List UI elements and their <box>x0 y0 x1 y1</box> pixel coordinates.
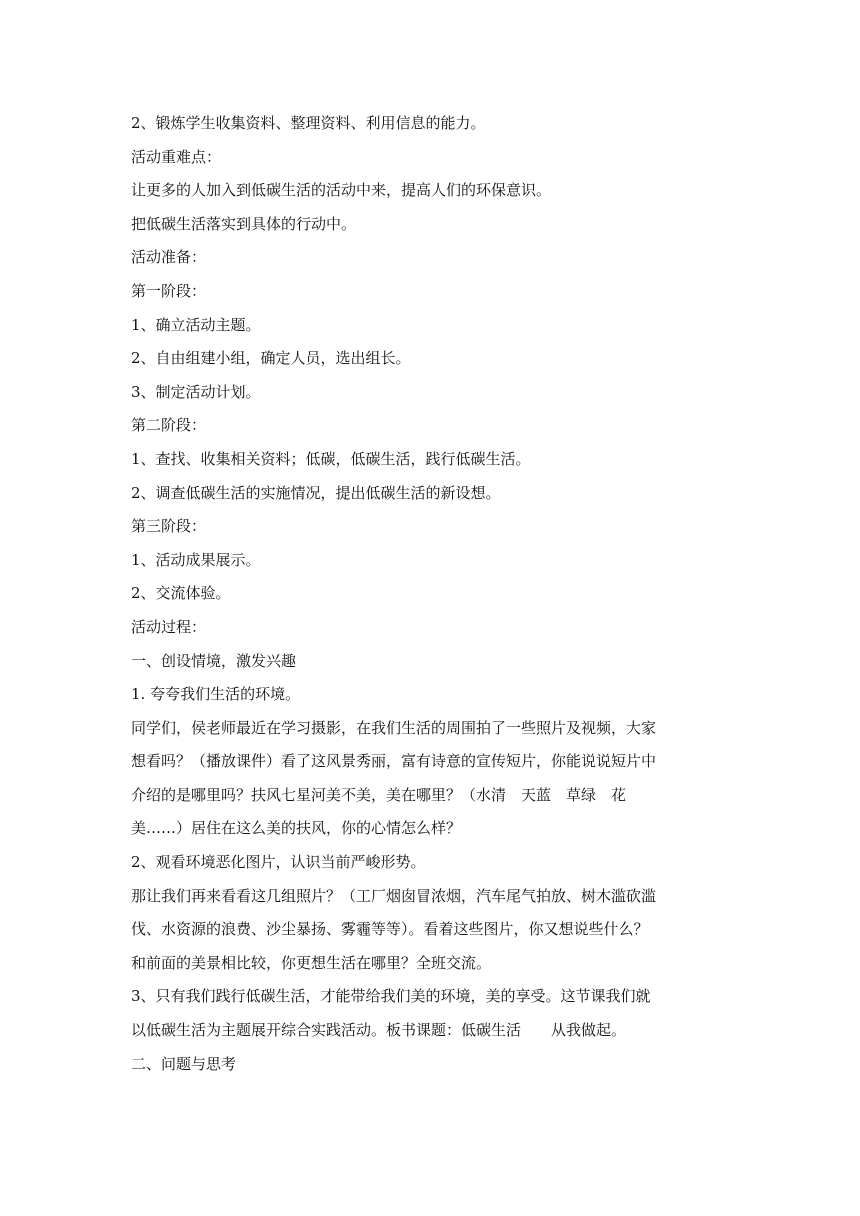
paragraph-line: 伐、水资源的浪费、沙尘暴扬、雾霾等等）。看着这些图片，你又想说些什么？ <box>131 920 649 939</box>
paragraph-line: 以低碳生活为主题展开综合实践活动。板书课题：低碳生活 从我做起。 <box>131 1021 627 1040</box>
numbered-item: 1. 夸夸我们生活的环境。 <box>131 685 301 704</box>
document-body <box>131 107 733 1081</box>
paragraph-line: 3、只有我们践行低碳生活，才能带给我们美的环境，美的享受。这节课我们就 <box>131 987 651 1006</box>
stage-heading: 第二阶段： <box>131 416 207 435</box>
paragraph-line: 介绍的是哪里吗？扶风七星河美不美，美在哪里？（水清 天蓝 草绿 花 <box>131 785 627 804</box>
list-item: 2、调查低碳生活的实施情况，提出低碳生活的新设想。 <box>131 483 501 502</box>
list-item: 2、自由组建小组，确定人员，选出组长。 <box>131 349 411 368</box>
section-heading: 活动重难点： <box>131 147 222 166</box>
text-line: 2、锻炼学生收集资料、整理资料、利用信息的能力。 <box>131 114 486 132</box>
subsection-heading: 一、创设情境，激发兴趣 <box>131 651 297 670</box>
paragraph-line: 美……）居住在这么美的扶风，你的心情怎么样？ <box>131 819 462 838</box>
text-line: 把低碳生活落实到具体的行动中。 <box>131 214 357 233</box>
numbered-item: 2、观看环境恶化图片，认识当前严峻形势。 <box>131 853 426 872</box>
list-item: 1、活动成果展示。 <box>131 550 261 569</box>
section-heading: 活动准备： <box>131 248 207 267</box>
stage-heading: 第一阶段： <box>131 281 207 300</box>
list-item: 3、制定活动计划。 <box>131 382 261 401</box>
list-item: 1、确立活动主题。 <box>131 315 261 334</box>
stage-heading: 第三阶段： <box>131 517 207 536</box>
section-heading: 活动过程： <box>131 617 207 636</box>
list-item: 1、查找、收集相关资料；低碳，低碳生活，践行低碳生活。 <box>131 449 531 468</box>
paragraph-line: 想看吗？（播放课件）看了这风景秀丽，富有诗意的宣传短片，你能说说短片中 <box>131 752 657 771</box>
text-line: 让更多的人加入到低碳生活的活动中来，提高人们的环保意识。 <box>131 181 552 200</box>
subsection-heading: 二、问题与思考 <box>131 1054 237 1073</box>
paragraph-line: 同学们，侯老师最近在学习摄影，在我们生活的周围拍了一些照片及视频，大家 <box>131 718 657 737</box>
paragraph-line: 和前面的美景相比较，你更想生活在哪里？全班交流。 <box>131 953 492 972</box>
paragraph-line: 那让我们再来看看这几组照片？（工厂烟囱冒浓烟，汽车尾气拍放、树木滥砍滥 <box>131 886 657 905</box>
list-item: 2、交流体验。 <box>131 584 231 603</box>
